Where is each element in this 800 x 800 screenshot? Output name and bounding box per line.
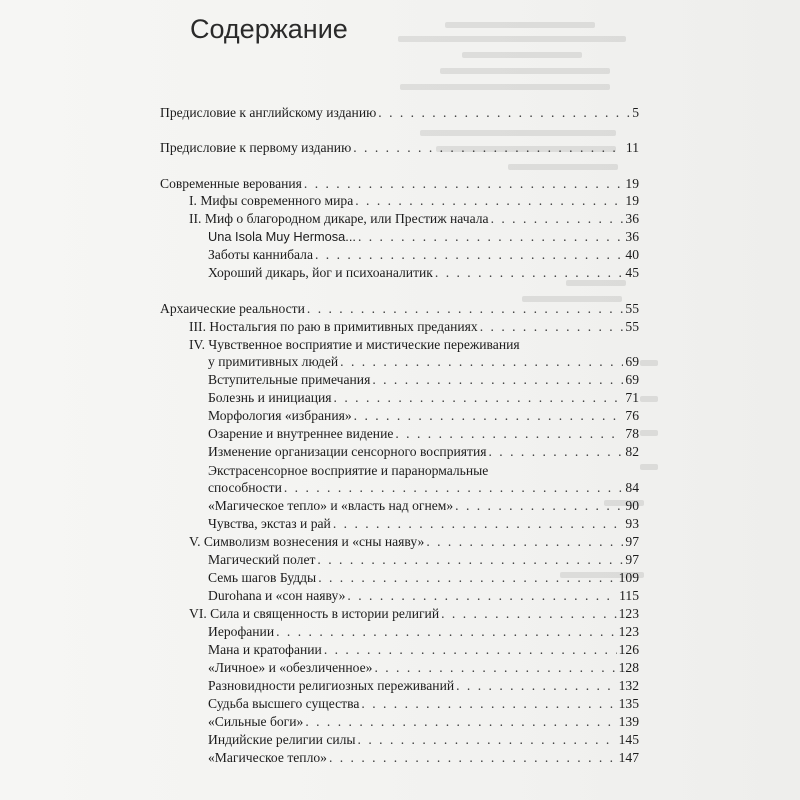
toc-entry: «Личное» и «обезличенное» . . . 128: [208, 659, 639, 676]
toc-entry: II. Миф о благородном дикаре, или Престиж начала . . . 36: [189, 210, 639, 227]
toc-entry: способности . . . 84: [208, 479, 639, 496]
toc-entry: I. Мифы современного мира . . . 19: [189, 192, 639, 209]
toc-entry: Хороший дикарь, йог и психоаналитик . . . 45: [208, 264, 639, 281]
toc-entry-line: IV. Чувственное восприятие и мистические переживания: [189, 337, 520, 352]
toc-entry: Разновидности религиозных переживаний . . . 132: [208, 677, 639, 694]
toc-entry: Вступительные примечания . . . 69: [208, 371, 639, 388]
toc-entry: Озарение и внутреннее видение . . . 78: [208, 425, 639, 442]
toc-entry: Индийские религии силы . . . 145: [208, 731, 639, 748]
toc-entry: III. Ностальгия по раю в примитивных преданиях . . . 55: [189, 318, 639, 335]
toc-entry: «Магическое тепло» . . . 147: [208, 749, 639, 766]
toc-entry: Иерофании . . . 123: [208, 623, 639, 640]
toc-entry: Изменение организации сенсорного восприятия . . . 82: [208, 443, 639, 460]
toc-entry: Архаические реальности . . . 55: [160, 300, 639, 317]
toc-entry: Предисловие к английскому изданию . . . 5: [160, 104, 639, 121]
page-title: Содержание: [190, 14, 348, 44]
toc-entry: Современные верования . . . 19: [160, 175, 639, 192]
toc-entry: VI. Сила и священность в истории религий . . . 123: [189, 605, 639, 622]
toc-entry: Семь шагов Будды . . . 109: [208, 569, 639, 586]
toc-entry: V. Символизм вознесения и «сны наяву» . . . 97: [189, 533, 639, 550]
toc-entry: Мана и кратофании . . . 126: [208, 641, 639, 658]
toc-entry: у примитивных людей . . . 69: [208, 353, 639, 370]
toc-entry: Судьба высшего существа . . . 135: [208, 695, 639, 712]
toc-entry: Заботы каннибала . . . 40: [208, 246, 639, 263]
toc-entry: Магический полет . . . 97: [208, 551, 639, 568]
toc-entry: Морфология «избрания» . . . 76: [208, 407, 639, 424]
toc-entry: Чувства, экстаз и рай . . . 93: [208, 515, 639, 532]
toc-entry: Una Isola Muy Hermosa... . . . 36: [208, 228, 639, 245]
toc-entry: Болезнь и инициация . . . 71: [208, 389, 639, 406]
toc-entry: Durohana и «сон наяву» . . . 115: [208, 587, 639, 604]
toc-entry-line: Экстрасенсорное восприятие и паранормальные: [208, 463, 489, 478]
toc-entry: «Сильные боги» . . . 139: [208, 713, 639, 730]
toc-entry: «Магическое тепло» и «власть над огнем» . . . 90: [208, 497, 639, 514]
toc-entry: Предисловие к первому изданию . . . 11: [160, 139, 639, 156]
